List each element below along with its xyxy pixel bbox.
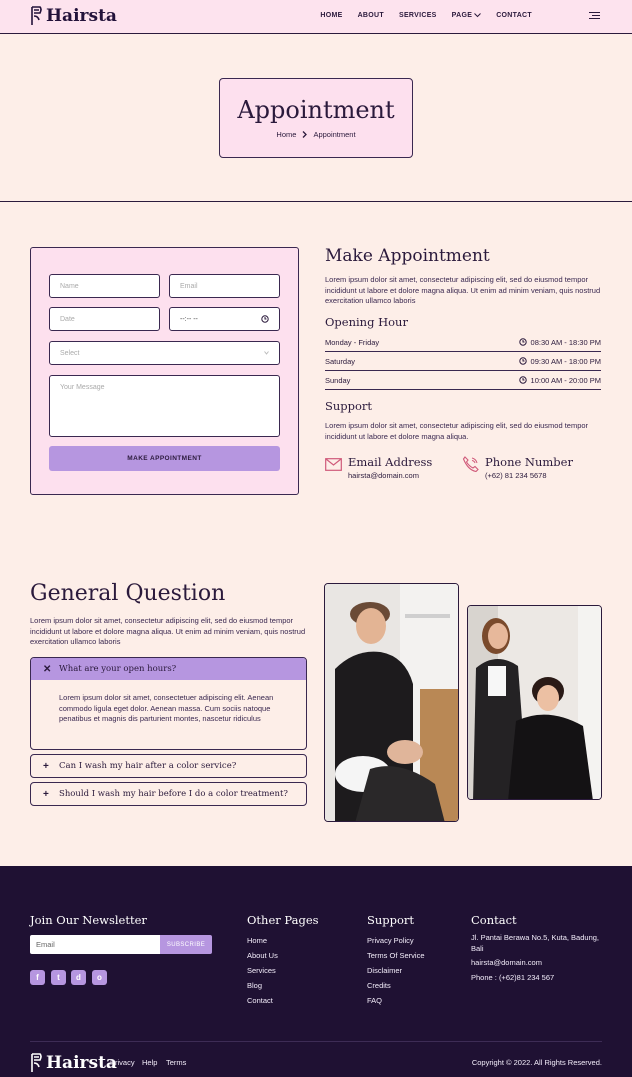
twitter-icon[interactable]: t: [51, 970, 66, 985]
date-input[interactable]: [49, 307, 160, 331]
clock-icon: [519, 357, 527, 365]
email-contact: [325, 455, 432, 480]
appointment-text: Lorem ipsum dolor sit amet, consectetur adipiscing elit, sed do eiusmod tempor incididunt ut labore et dolore magna aliqua. Ut enim ad minim veniam, quis nostrud exercitation ullamco laboris: [325, 275, 601, 305]
page-title: Appointment: [237, 96, 395, 124]
faq-answer: Lorem ipsum dolor sit amet, consectetuer adipiscing elit. Aenean commodo ligula eget dolor. Aenean massa. Cum sociis natoque penatibus et magnis dis parturient montes, nascetur ridiculus: [59, 693, 274, 723]
time-placeholder: --:-- --: [180, 315, 198, 323]
email-label: Email Address: [348, 455, 433, 469]
faq-title: General Question: [30, 581, 226, 606]
hours-day: Monday - Friday: [325, 337, 380, 347]
footer-link-contact[interactable]: Contact: [247, 996, 273, 1005]
close-icon: ✕: [43, 663, 52, 675]
faq-item: [30, 754, 307, 778]
message-textarea[interactable]: [49, 375, 280, 437]
chevron-right-icon: [302, 131, 307, 138]
opening-hour-title: Opening Hour: [325, 315, 408, 329]
plus-icon: +: [43, 760, 49, 772]
hours-time: 08:30 AM - 18:30 PM: [530, 337, 601, 347]
footer-link-faq[interactable]: FAQ: [367, 996, 383, 1005]
hairwash-image: [325, 584, 459, 822]
hair-logo-icon: [30, 1052, 43, 1074]
contact-phone[interactable]: Phone : (+62)81 234 567: [471, 972, 555, 982]
appointment-title: Make Appointment: [325, 246, 490, 266]
salon-photo-styling: [467, 605, 602, 800]
email-value[interactable]: hairsta@domain.com: [348, 471, 419, 480]
newsletter-title: Join Our Newsletter: [30, 913, 147, 927]
select-placeholder: Select: [60, 349, 80, 357]
chevron-down-icon: [474, 13, 481, 18]
hours-day: Saturday: [325, 356, 356, 366]
footer-link-terms-of-service[interactable]: Terms Of Service: [367, 951, 425, 960]
breadcrumb-current: Appointment: [313, 130, 356, 139]
contact-email[interactable]: hairsta@domain.com: [471, 958, 542, 967]
main-nav: [320, 12, 532, 19]
faq-question[interactable]: [31, 783, 306, 805]
site-footer: [0, 866, 632, 1077]
top-navbar: [0, 0, 632, 34]
hours-time: 10:00 AM - 20:00 PM: [530, 375, 601, 385]
footer-link-privacy-policy[interactable]: Privacy Policy: [367, 936, 414, 945]
hero-divider: [0, 201, 632, 202]
support-list: [367, 933, 425, 1008]
time-input[interactable]: [169, 307, 280, 331]
chevron-down-icon: [264, 351, 269, 355]
styling-image: [468, 606, 602, 800]
footer-link-home[interactable]: Home: [247, 936, 268, 945]
email-placeholder: Email: [180, 282, 198, 290]
footer-link-about[interactable]: About Us: [247, 951, 278, 960]
other-pages-title: Other Pages: [247, 913, 319, 927]
message-placeholder: Your Message: [60, 384, 105, 391]
breadcrumb: [220, 130, 412, 139]
nav-home[interactable]: HOME: [320, 12, 343, 19]
support-title: Support: [325, 399, 373, 413]
plus-icon: +: [43, 788, 49, 800]
footer-brand-name: Hairsta: [46, 1053, 117, 1073]
nav-about[interactable]: ABOUT: [357, 12, 384, 19]
footer-link-terms[interactable]: Terms: [166, 1058, 187, 1067]
hours-row: [325, 352, 601, 371]
faq-question-text: What are your open hours?: [59, 664, 177, 674]
faq-question[interactable]: [31, 755, 306, 777]
instagram-icon[interactable]: o: [92, 970, 107, 985]
clock-icon: [519, 376, 527, 384]
newsletter-email-input[interactable]: [30, 935, 160, 954]
appointment-form: [30, 247, 299, 495]
faq-question-text: Should I wash my hair before I do a color treatment?: [59, 789, 288, 799]
facebook-icon[interactable]: f: [30, 970, 45, 985]
other-pages-list: [247, 933, 278, 1008]
phone-icon: [462, 456, 479, 472]
salon-photo-hairwash: [324, 583, 459, 822]
faq-text: Lorem ipsum dolor sit amet, consectetur adipiscing elit, sed do eiusmod tempor incididunt ut labore et dolore magna aliqua. Ut enim ad minim veniam, quis nostrud exercitation ullamco laboris: [30, 616, 306, 646]
name-placeholder: Name: [60, 282, 79, 290]
contact-title: Contact: [471, 913, 517, 927]
name-input[interactable]: [49, 274, 160, 298]
hours-time: 09:30 AM - 18:00 PM: [530, 356, 601, 366]
support-text: Lorem ipsum dolor sit amet, consectetur adipiscing elit, sed do eiusmod tempor incididunt ut labore et dolore magna aliqua.: [325, 421, 589, 441]
phone-label: Phone Number: [485, 455, 573, 469]
faq-item: [30, 782, 307, 806]
footer-link-blog[interactable]: Blog: [247, 981, 263, 990]
contact-address: Jl. Pantai Berawa No.5, Kuta, Badung, Bali: [471, 933, 599, 953]
nav-services[interactable]: SERVICES: [398, 12, 437, 19]
copyright: Copyright © 2022. All Rights Reserved.: [471, 1058, 602, 1067]
tiktok-icon[interactable]: d: [71, 970, 86, 985]
support-title-footer: Support: [367, 913, 415, 927]
contact-list: [471, 933, 602, 983]
phone-value[interactable]: (+62) 81 234 5678: [485, 471, 547, 480]
hair-logo-icon: [30, 5, 43, 27]
service-select[interactable]: [49, 341, 280, 365]
email-input[interactable]: [169, 274, 280, 298]
date-placeholder: Date: [60, 315, 75, 323]
hours-day: Sunday: [325, 375, 351, 385]
footer-divider: [30, 1041, 602, 1042]
footer-link-disclaimer[interactable]: Disclaimer: [367, 966, 403, 975]
faq-question-text: Can I wash my hair after a color service?: [59, 761, 237, 771]
footer-link-help[interactable]: Help: [142, 1058, 158, 1067]
hours-row: [325, 333, 601, 352]
breadcrumb-home[interactable]: Home: [276, 130, 297, 139]
brand-name: Hairsta: [46, 6, 117, 26]
footer-link-privacy[interactable]: Privacy: [110, 1058, 135, 1067]
footer-logo[interactable]: [30, 1052, 117, 1074]
make-appointment-button[interactable]: MAKE APPOINTMENT: [49, 446, 280, 471]
page-hero: [219, 78, 413, 158]
footer-link-credits[interactable]: Credits: [367, 981, 391, 990]
mail-icon: [325, 458, 342, 471]
menu-icon[interactable]: [589, 12, 600, 21]
nav-page-label: PAGE: [451, 12, 473, 19]
nav-contact[interactable]: CONTACT: [496, 12, 532, 19]
phone-contact: [462, 455, 573, 480]
brand-logo[interactable]: [30, 5, 117, 27]
faq-question[interactable]: [31, 658, 306, 680]
clock-icon[interactable]: [261, 315, 269, 323]
hours-row: [325, 371, 601, 390]
nav-page[interactable]: [452, 12, 482, 19]
clock-icon: [519, 338, 527, 346]
faq-item: [30, 657, 307, 750]
footer-link-services[interactable]: Services: [247, 966, 276, 975]
subscribe-button[interactable]: SUBSCRIBE: [160, 935, 212, 954]
newsletter-placeholder: Email: [36, 940, 55, 949]
